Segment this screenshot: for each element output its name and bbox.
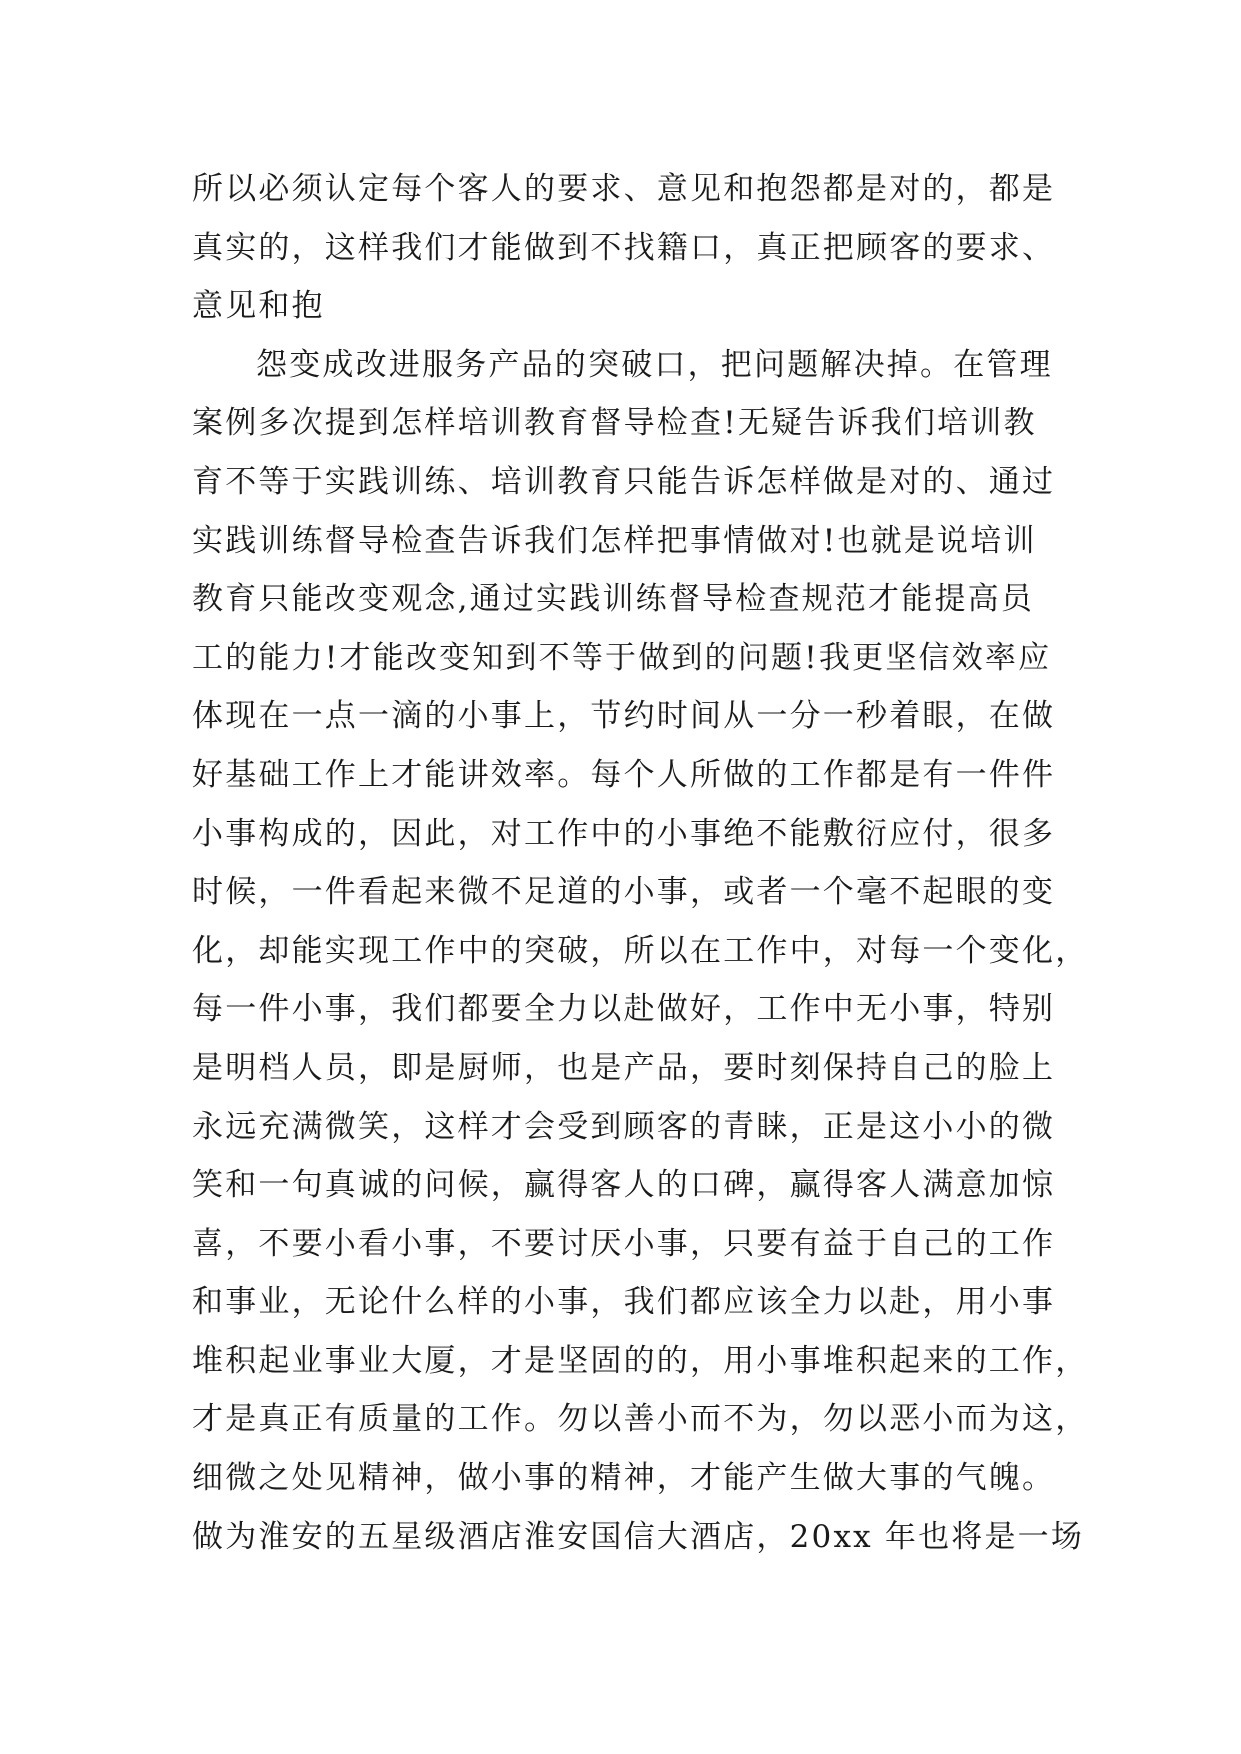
text-line: 所以必须认定每个客人的要求、意见和抱怨都是对的，都是 — [192, 171, 1056, 207]
text-line: 才是真正有质量的工作。勿以善小而不为，勿以恶小而为这， — [192, 1401, 1089, 1438]
text-line: 体现在一点一滴的小事上，节约时间从一分一秒着眼，在做 — [192, 698, 1056, 735]
text-line: 笑和一句真诚的问候，赢得客人的口碑，赢得客人满意加惊 — [192, 1167, 1056, 1204]
text-line: 和事业，无论什么样的小事，我们都应该全力以赴，用小事 — [192, 1284, 1056, 1321]
text-line: 化，却能实现工作中的突破，所以在工作中，对每一个变化， — [192, 932, 1089, 969]
text-line: 教育只能改变观念,通过实践训练督导检查规范才能提高员 — [192, 581, 1035, 618]
text-line: 好基础工作上才能讲效率。每个人所做的工作都是有一件件 — [192, 756, 1056, 793]
text-line: 做为淮安的五星级酒店淮安国信大酒店，20xx 年也将是一场 — [192, 1518, 1085, 1555]
text-line: 小事构成的，因此，对工作中的小事绝不能敷衍应付，很多 — [192, 815, 1056, 852]
text-line: 每一件小事，我们都要全力以赴做好，工作中无小事，特别 — [192, 991, 1056, 1028]
body-text — [192, 160, 1089, 1566]
text-line: 意见和抱 — [192, 288, 325, 325]
paragraph-first-line: 怨变成改进服务产品的突破口，把问题解决掉。在管理 — [256, 346, 1053, 383]
text-line: 永远充满微笑，这样才会受到顾客的青睐，正是这小小的微 — [192, 1108, 1056, 1145]
text-line: 实践训练督导检查告诉我们怎样把事情做对!也就是说培训 — [192, 522, 1037, 559]
text-line: 细微之处见精神，做小事的精神，才能产生做大事的气魄。 — [192, 1460, 1056, 1497]
text-line: 喜，不要小看小事，不要讨厌小事，只要有益于自己的工作 — [192, 1225, 1056, 1262]
text-line: 工的能力!才能改变知到不等于做到的问题!我更坚信效率应 — [192, 639, 1052, 676]
text-line: 真实的，这样我们才能做到不找籍口，真正把顾客的要求、 — [192, 229, 1056, 266]
text-line: 育不等于实践训练、培训教育只能告诉怎样做是对的、通过 — [192, 463, 1056, 500]
text-line: 案例多次提到怎样培训教育督导检查!无疑告诉我们培训教 — [192, 405, 1037, 442]
text-line: 是明档人员，即是厨师，也是产品，要时刻保持自己的脸上 — [192, 1049, 1056, 1086]
text-line: 堆积起业事业大厦，才是坚固的的，用小事堆积起来的工作， — [192, 1342, 1089, 1379]
text-line: 时候，一件看起来微不足道的小事，或者一个毫不起眼的变 — [192, 874, 1056, 911]
